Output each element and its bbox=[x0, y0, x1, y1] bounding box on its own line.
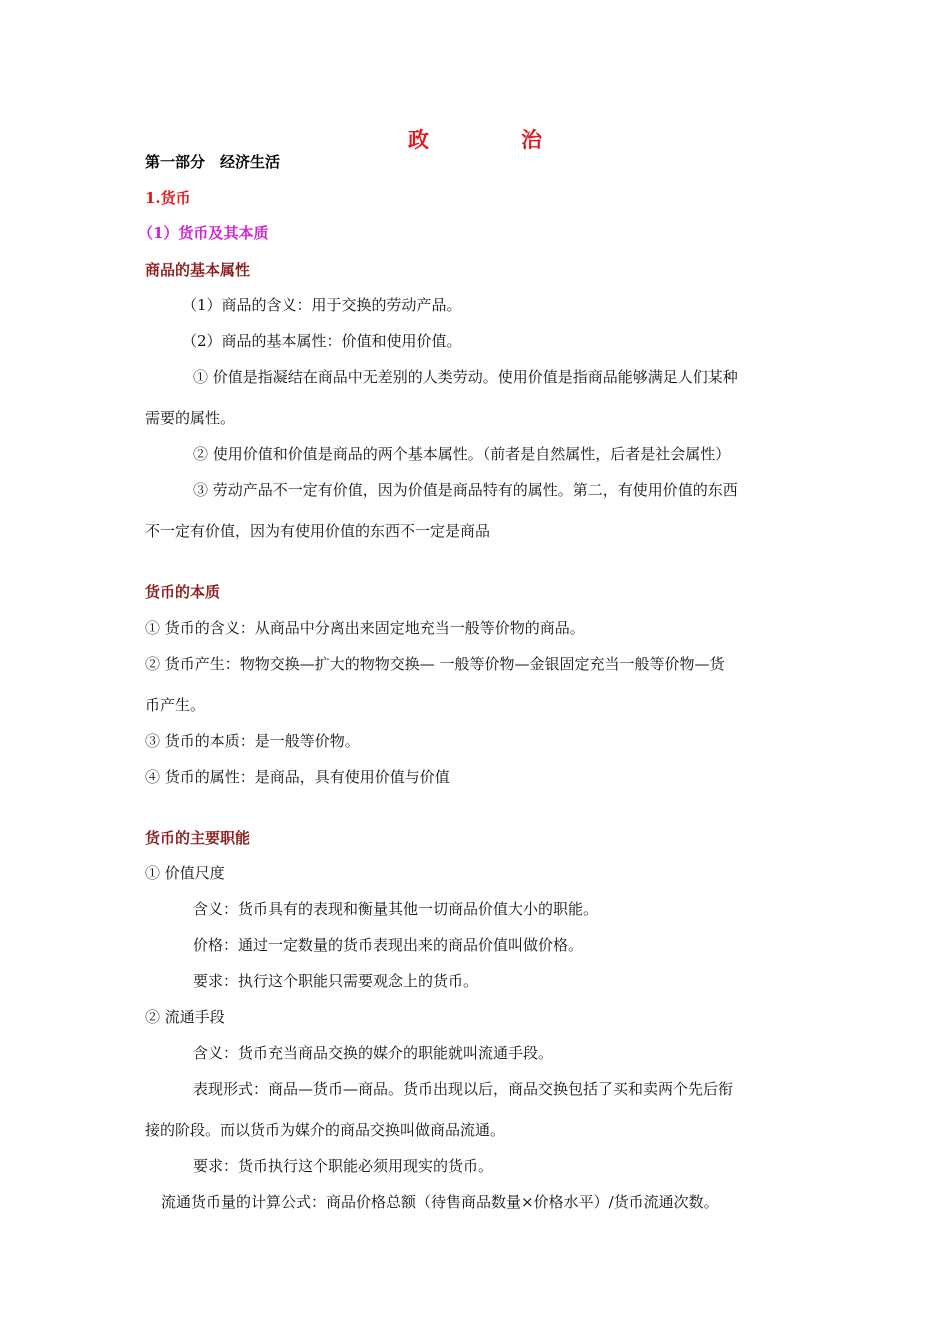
paragraph-line: ② 流通手段 bbox=[145, 1008, 225, 1026]
heading-money-functions: 货币的主要职能 bbox=[145, 829, 251, 847]
paragraph-line: （2）商品的基本属性：价值和使用价值。 bbox=[182, 332, 462, 350]
paragraph-line: ① 价值是指凝结在商品中无差别的人类劳动。使用价值是指商品能够满足人们某种 bbox=[193, 368, 738, 386]
section-heading-money: 1.货币 bbox=[145, 189, 191, 207]
paragraph-line: 要求：执行这个职能只需要观念上的货币。 bbox=[193, 972, 479, 990]
paragraph-line: 含义：货币充当商品交换的媒介的职能就叫流通手段。 bbox=[193, 1044, 554, 1062]
paragraph-line: ③ 劳动产品不一定有价值，因为价值是商品特有的属性。第二，有使用价值的东西 bbox=[193, 481, 738, 499]
paragraph-line: ③ 货币的本质：是一般等价物。 bbox=[145, 732, 360, 750]
paragraph-line: （1）商品的含义：用于交换的劳动产品。 bbox=[182, 296, 462, 314]
paragraph-line: 表现形式：商品—货币—商品。货币出现以后，商品交换包括了买和卖两个先后衔 bbox=[193, 1080, 734, 1098]
paragraph-line: ② 使用价值和价值是商品的两个基本属性。（前者是自然属性，后者是社会属性） bbox=[193, 445, 731, 463]
paragraph-line: ④ 货币的属性：是商品，具有使用价值与价值 bbox=[145, 768, 450, 786]
heading-money-essence: 货币的本质 bbox=[145, 583, 221, 601]
paragraph-line: 价格：通过一定数量的货币表现出来的商品价值叫做价格。 bbox=[193, 936, 584, 954]
paragraph-line: ① 货币的含义：从商品中分离出来固定地充当一般等价物的商品。 bbox=[145, 619, 585, 637]
paragraph-line: ① 价值尺度 bbox=[145, 864, 225, 882]
subsection-heading: （1）货币及其本质 bbox=[138, 224, 269, 242]
paragraph-line: 需要的属性。 bbox=[145, 409, 236, 427]
paragraph-line: 要求：货币执行这个职能必须用现实的货币。 bbox=[193, 1157, 494, 1175]
title-char-2: 治 bbox=[521, 127, 542, 152]
paragraph-line: ② 货币产生：物物交换—扩大的物物交换— 一般等价物—金银固定充当一般等价物—货 bbox=[145, 655, 725, 673]
paragraph-line: 流通货币量的计算公式：商品价格总额（待售商品数量×价格水平）/货币流通次数。 bbox=[161, 1193, 719, 1211]
heading-commodity-attributes: 商品的基本属性 bbox=[145, 261, 251, 279]
paragraph-line: 不一定有价值，因为有使用价值的东西不一定是商品 bbox=[145, 522, 491, 540]
page-title bbox=[0, 124, 950, 154]
paragraph-line: 接的阶段。而以货币为媒介的商品交换叫做商品流通。 bbox=[145, 1121, 506, 1139]
paragraph-line: 币产生。 bbox=[145, 696, 206, 714]
paragraph-line: 含义：货币具有的表现和衡量其他一切商品价值大小的职能。 bbox=[193, 900, 599, 918]
part-heading: 第一部分 经济生活 bbox=[145, 153, 281, 171]
title-char-1: 政 bbox=[408, 127, 429, 152]
